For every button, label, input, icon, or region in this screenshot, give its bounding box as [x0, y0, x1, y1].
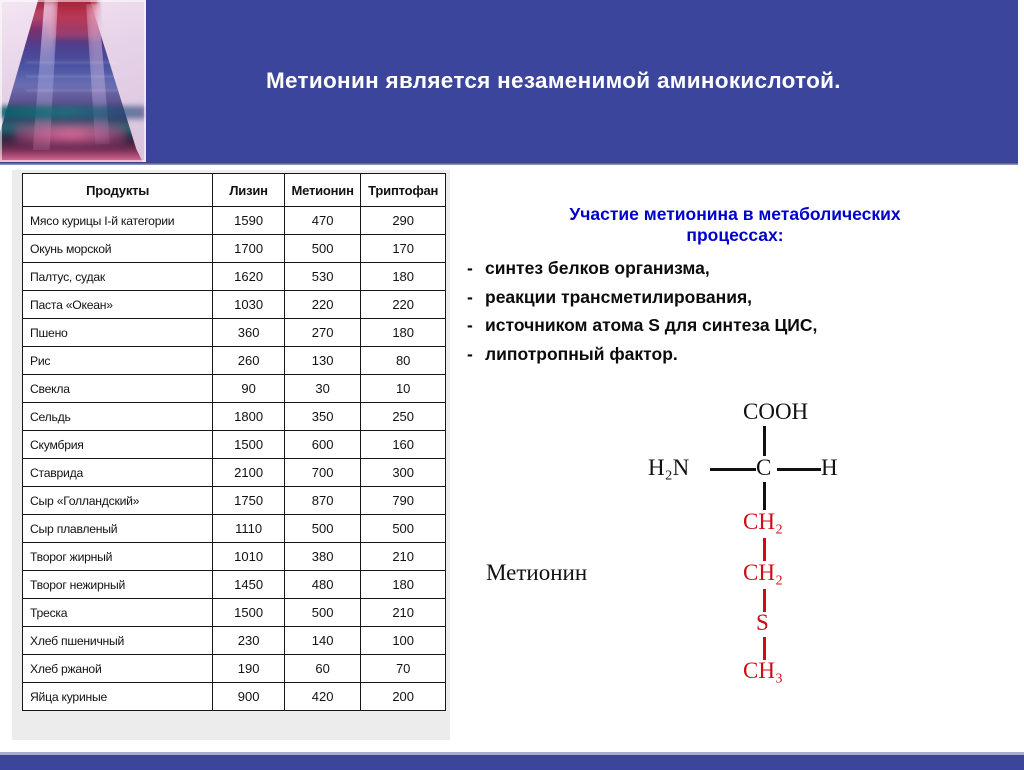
table-header	[23, 174, 446, 207]
column-header-tryptophan: Триптофан	[361, 174, 446, 207]
cell-tryptophan: 180	[361, 263, 446, 291]
cell-product: Хлеб ржаной	[23, 655, 213, 683]
cell-methionine: 380	[284, 543, 361, 571]
atom-hydrogen: H	[821, 455, 838, 480]
bond-n-to-c	[710, 468, 756, 471]
cell-lysine: 1450	[213, 571, 285, 599]
bullet-dash-icon: -	[467, 343, 473, 364]
table-row	[23, 235, 446, 263]
cell-tryptophan: 210	[361, 599, 446, 627]
cell-methionine: 30	[284, 375, 361, 403]
column-header-methionine: Метионин	[284, 174, 361, 207]
table-header-row	[23, 174, 446, 207]
metabolic-heading-line-2: процессах:	[686, 225, 784, 245]
cell-methionine: 270	[284, 319, 361, 347]
cell-tryptophan: 100	[361, 627, 446, 655]
list-item	[467, 311, 1012, 340]
table-row	[23, 291, 446, 319]
cell-methionine: 60	[284, 655, 361, 683]
cell-tryptophan: 170	[361, 235, 446, 263]
atom-h2n: H₂N	[648, 455, 690, 480]
cell-methionine: 530	[284, 263, 361, 291]
cell-lysine: 230	[213, 627, 285, 655]
cell-lysine: 1590	[213, 207, 285, 235]
table-row	[23, 487, 446, 515]
cell-product: Творог жирный	[23, 543, 213, 571]
cell-tryptophan: 80	[361, 347, 446, 375]
atom-ch2-upper: CH₂	[743, 509, 783, 534]
flask-photo-frame	[0, 0, 146, 162]
table-row	[23, 207, 446, 235]
metabolic-processes-list	[467, 254, 1012, 368]
table-row	[23, 459, 446, 487]
cell-lysine: 190	[213, 655, 285, 683]
cell-methionine: 420	[284, 683, 361, 711]
table-row	[23, 599, 446, 627]
list-item-label: реакции трансметилирования,	[485, 286, 753, 307]
table-row	[23, 543, 446, 571]
cell-lysine: 1010	[213, 543, 285, 571]
cell-product: Окунь морской	[23, 235, 213, 263]
cell-tryptophan: 180	[361, 571, 446, 599]
bullet-dash-icon: -	[467, 286, 473, 307]
cell-tryptophan: 220	[361, 291, 446, 319]
cell-tryptophan: 10	[361, 375, 446, 403]
cell-tryptophan: 250	[361, 403, 446, 431]
table-row	[23, 347, 446, 375]
cell-tryptophan: 200	[361, 683, 446, 711]
list-item-label: синтез белков организма,	[485, 258, 710, 278]
cell-methionine: 600	[284, 431, 361, 459]
cell-product: Палтус, судак	[23, 263, 213, 291]
cell-product: Треска	[23, 599, 213, 627]
cell-tryptophan: 300	[361, 459, 446, 487]
table-row	[23, 627, 446, 655]
column-header-products: Продукты	[23, 174, 213, 207]
slide-footer-band	[0, 752, 1024, 770]
cell-tryptophan: 790	[361, 487, 446, 515]
list-item-label: источником атома S для синтеза ЦИС,	[485, 315, 818, 335]
cell-lysine: 90	[213, 375, 285, 403]
atom-ch3: CH₃	[743, 658, 783, 683]
cell-methionine: 870	[284, 487, 361, 515]
bullet-dash-icon: -	[467, 315, 473, 335]
cell-product: Скумбрия	[23, 431, 213, 459]
cell-tryptophan: 290	[361, 207, 446, 235]
cell-lysine: 360	[213, 319, 285, 347]
list-item	[467, 340, 1012, 369]
right-content-panel	[455, 170, 1015, 745]
cell-product: Свекла	[23, 375, 213, 403]
table-row	[23, 403, 446, 431]
nutrient-table-panel	[12, 170, 450, 740]
table-row	[23, 319, 446, 347]
bond-c-to-ch2	[763, 482, 766, 510]
cell-lysine: 2100	[213, 459, 285, 487]
cell-product: Рис	[23, 347, 213, 375]
metabolic-processes-heading	[465, 204, 1005, 246]
cell-tryptophan: 160	[361, 431, 446, 459]
cell-product: Пшено	[23, 319, 213, 347]
table-row	[23, 431, 446, 459]
bond-s-to-ch3	[763, 637, 766, 660]
atom-sulfur: S	[756, 610, 769, 635]
cell-methionine: 140	[284, 627, 361, 655]
cell-lysine: 1500	[213, 599, 285, 627]
slide-title: Метионин является незаменимой аминокислотой.	[266, 68, 841, 93]
table-row	[23, 375, 446, 403]
cell-methionine: 130	[284, 347, 361, 375]
bond-ch2-to-ch2	[763, 538, 766, 561]
cell-product: Сельдь	[23, 403, 213, 431]
cell-lysine: 1700	[213, 235, 285, 263]
column-header-lysine: Лизин	[213, 174, 285, 207]
atom-ch2-lower: CH₂	[743, 560, 783, 585]
metabolic-heading-line-1: Участие метионина в метаболических	[569, 204, 901, 224]
list-item	[467, 283, 1012, 312]
cell-methionine: 470	[284, 207, 361, 235]
cell-methionine: 480	[284, 571, 361, 599]
table-row	[23, 683, 446, 711]
header-right-white-edge	[1018, 0, 1024, 165]
list-item	[467, 254, 1012, 283]
bond-c-to-h	[777, 468, 821, 471]
table-row	[23, 515, 446, 543]
laboratory-flask-photo	[0, 0, 146, 162]
table-row	[23, 655, 446, 683]
cell-methionine: 500	[284, 235, 361, 263]
cell-product: Яйца куриные	[23, 683, 213, 711]
cell-lysine: 260	[213, 347, 285, 375]
cell-lysine: 1620	[213, 263, 285, 291]
cell-lysine: 1110	[213, 515, 285, 543]
bond-c-to-cooh	[763, 426, 766, 456]
cell-product: Мясо курицы I-й категории	[23, 207, 213, 235]
atom-cooh: COOH	[743, 399, 809, 424]
cell-lysine: 1800	[213, 403, 285, 431]
bullet-dash-icon: -	[467, 258, 473, 278]
cell-lysine: 900	[213, 683, 285, 711]
table-body	[23, 207, 446, 711]
cell-methionine: 700	[284, 459, 361, 487]
cell-tryptophan: 70	[361, 655, 446, 683]
cell-product: Хлеб пшеничный	[23, 627, 213, 655]
cell-methionine: 350	[284, 403, 361, 431]
cell-tryptophan: 180	[361, 319, 446, 347]
cell-methionine: 500	[284, 599, 361, 627]
cell-methionine: 500	[284, 515, 361, 543]
list-item-label: липотропный фактор.	[485, 343, 678, 364]
bond-ch2-to-s	[763, 589, 766, 612]
table-row	[23, 263, 446, 291]
cell-tryptophan: 210	[361, 543, 446, 571]
cell-lysine: 1030	[213, 291, 285, 319]
cell-product: Сыр «Голландский»	[23, 487, 213, 515]
cell-methionine: 220	[284, 291, 361, 319]
cell-product: Паста «Океан»	[23, 291, 213, 319]
methionine-structure-diagram	[455, 400, 1015, 710]
table-row	[23, 571, 446, 599]
cell-product: Сыр плавленый	[23, 515, 213, 543]
cell-lysine: 1500	[213, 431, 285, 459]
amino-acid-content-table	[22, 173, 446, 711]
atom-alpha-carbon: C	[756, 455, 772, 480]
cell-product: Творог нежирный	[23, 571, 213, 599]
cell-tryptophan: 500	[361, 515, 446, 543]
cell-product: Ставрида	[23, 459, 213, 487]
structure-label-methionine: Метионин	[486, 560, 588, 585]
cell-lysine: 1750	[213, 487, 285, 515]
